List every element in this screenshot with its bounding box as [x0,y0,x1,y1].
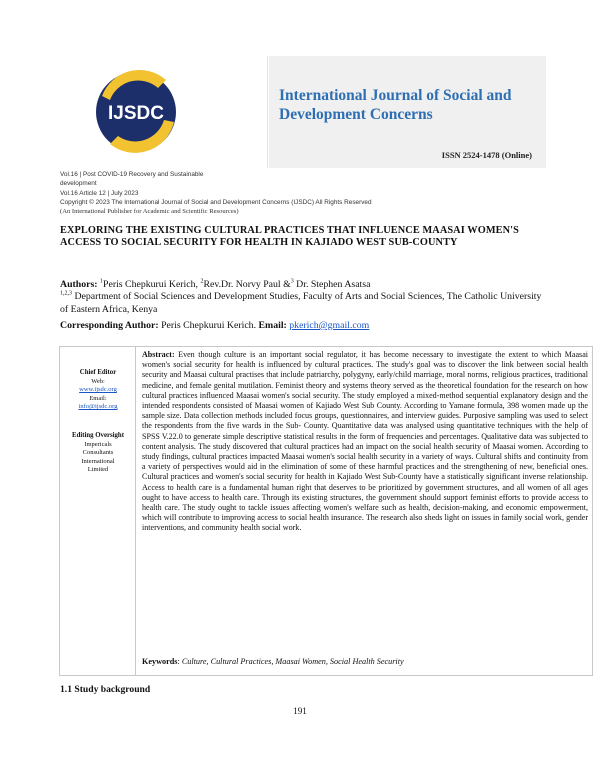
email-label: Email: [258,320,287,331]
org-line-1: Impericals [84,440,112,448]
meta-line-3: Vol.16 Article 12 | July 2023 [60,189,139,197]
chief-editor-block [60,369,136,412]
author-3: Dr. Stephen Asatsa [296,279,371,290]
meta-line-2: development [60,180,97,188]
journal-header [60,56,546,168]
corr-email-link[interactable]: pkerich@gmail.com [289,320,370,331]
paper-title: EXPLORING THE EXISTING CULTURAL PRACTICES THAT INFLUENCE MAASAI WOMEN'S ACCESS TO SOCIAL SECURITY FOR HEALTH IN KAJIADO WEST SUB-COUNTY [60,225,519,249]
corr-name: Peris Chepkurui Kerich. [161,320,257,331]
issue-meta [60,170,372,216]
author1-sup: 1 [100,278,104,285]
authors-label: Authors: [60,279,98,290]
affiliation [60,291,550,316]
author-2: Rev.Dr. Norvy Paul & [203,279,291,290]
meta-line-4: Copyright © 2023 The International Journal of Social and Development Concerns (IJSDC) All Rights Reserved [60,198,372,206]
abstract-label: Abstract: [142,350,175,359]
journal-title: International Journal of Social and Development Concerns [279,87,512,123]
logo-text: IJSDC [108,103,164,124]
org-line-3: International [81,457,115,465]
meta-line-1: Vol.16 | Post COVID-19 Recovery and Sustainable [60,171,204,178]
journal-title-panel [269,56,546,168]
abstract-text: Even though culture is an important social regulator, it has become necessary to investigate the extent to which Maasai women's social security for health is influenced by cultural practices. The study's goal was to discover the link between social health security and Maasai cultural practises that include patriarchy, polygyny, early/child marriage, moral norms, religious practices, traditional medicine, and female genital mutilation. Feminist theory and systems theory served as the theoretical foundation for the research on how cultural practices influenced Maasai women's social security. The study employed a mixed-method sequential explanatory design and the intended respondents consisted of Maasai women of Kajiado West Sub County. According to Yamane formula, 398 women made up the sample size. Data collection methods included focus groups, questionnaires, and interview guides. Purposive sampling was used to select the respondents from the five wards in the Sub- County. Quantitative data was analysed using quantitative techniques with the help of SPSS V.22.0 to generate simple descriptive statistical results in the form of frequencies and percentages. Qualitative data was subjected to content analysis. The study discovered that cultural practices had an impact on the social health security of Maasai women. According to study findings, cultural practices impacted Maasai women's social health security in a variety of ways. Cultural shifts and continuity from a variety of perspectives would aid in the elimination of some of these harmful practices and the strengthening of new, beneficial ones. Cultural practices and women's social security for health in Kajiado West Sub-County have a statistically significant inverse relationship. Access to health care is a fundamental human right that deserves to be prioritized by government structures, and all women of all ages ought to have access to health care. Through its existing structures, the government should support feminist efforts to provide access to health care. The study ought to tackle issues affecting women's welfare such as health, decision-making, and economic empowerment, which will contribute to improving access to social health insurance. The research also sheds light on issues in family social work, gender interventions, and community health social work. [142,350,589,533]
author-1: Peris Chepkurui Kerich, [103,279,198,290]
author2-sup: 2 [200,278,204,285]
corr-label: Corresponding Author: [60,320,159,331]
abstract-body [142,350,588,534]
meta-line-5: (An International Publisher for Academic and Scientific Resources) [60,208,239,216]
authors-line [60,279,550,292]
ijsdc-logo [88,66,188,156]
keywords-text: Culture, Cultural Practices, Maasai Women, Social Health Security [181,657,404,666]
editor-sidebar [60,347,136,675]
sidebar-email-label: Email: [89,394,107,402]
affiliation-text: Department of Social Sciences and Development Studies, Faculty of Arts and Social Sciences, The Catholic University of Eastern Africa, Kenya [60,291,542,315]
editing-oversight-block [60,432,136,475]
chief-editor-label: Chief Editor [79,369,117,376]
section-heading: 1.1 Study background [60,684,151,695]
author3-sup: 3 [290,278,294,285]
editing-label: Editing Oversight [72,432,124,439]
org-line-2: Consultants [82,449,114,457]
page-number: 191 [293,706,307,716]
sidebar-email-link[interactable]: info@ijsdc.org [78,403,118,411]
affiliation-sup: 1,2,3 [60,290,72,297]
web-label: Web: [91,377,105,385]
keywords-label: Keywords [142,657,178,666]
org-line-4: Limited [87,466,109,474]
web-link[interactable]: www.ijsdc.org [79,386,117,394]
logo-area [60,56,268,168]
abstract-box [59,346,593,676]
keywords: Keywords: Culture, Cultural Practices, Maasai Women, Social Health Security [142,657,404,666]
issn: ISSN 2524-1478 (Online) [441,150,532,160]
corresponding-author [60,320,550,333]
